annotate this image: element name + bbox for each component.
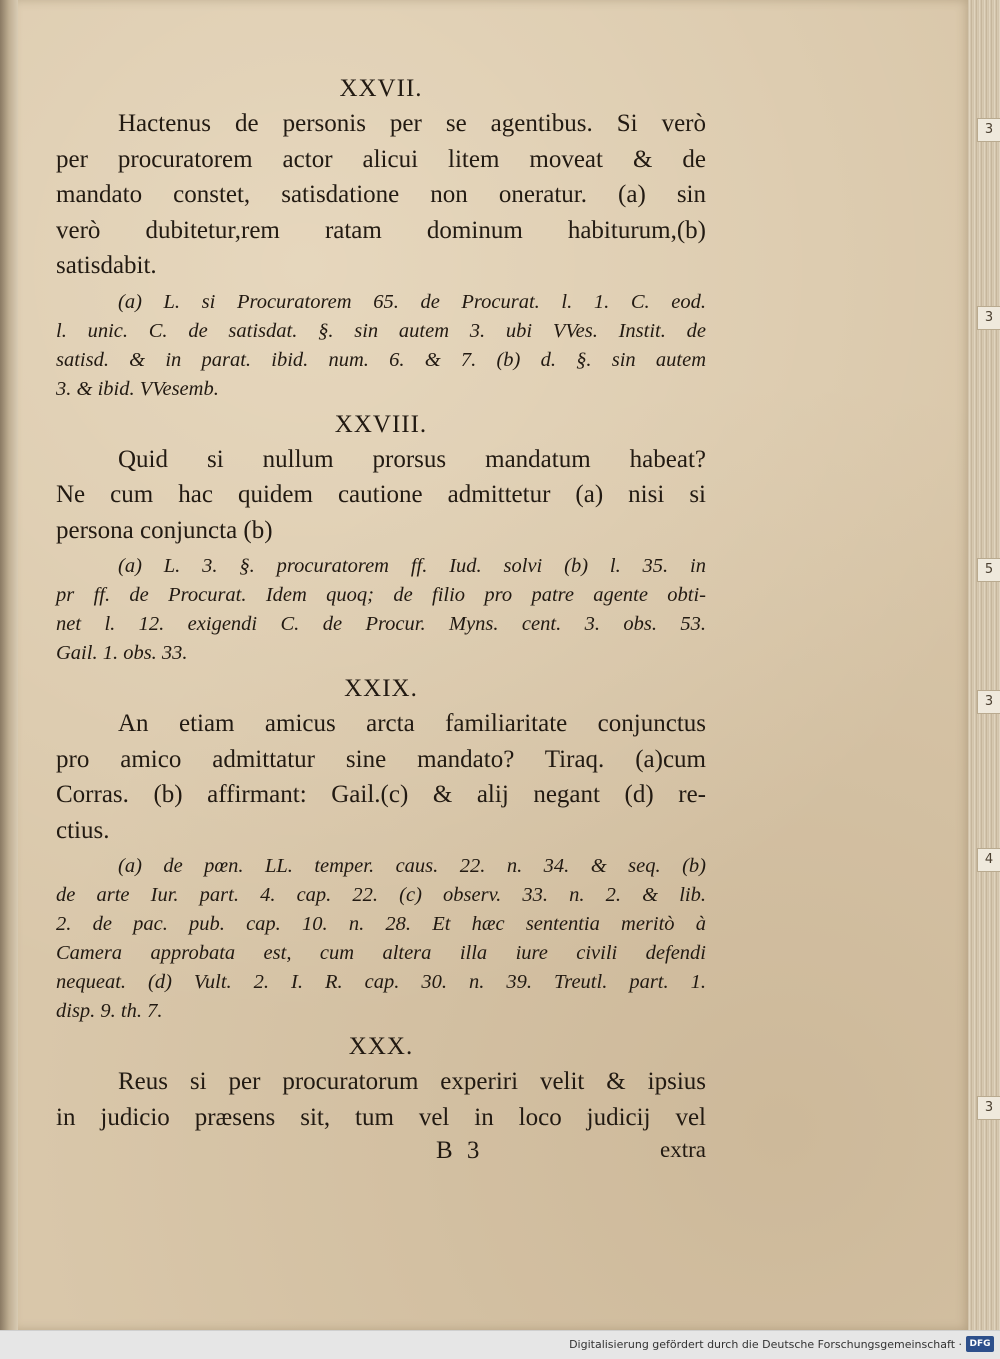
signature-mark: B 3 (436, 1137, 484, 1164)
note-line: (a) L. si Procuratorem 65. de Procurat. l. 1. C. eod. (118, 290, 706, 313)
section-heading: XXVII. (339, 75, 423, 102)
footnote (56, 288, 706, 404)
section-text (56, 706, 706, 848)
section-heading: XXX. (348, 1033, 414, 1060)
note-line: 3. & ibid. VVesemb. (56, 377, 219, 400)
book-gutter (0, 0, 18, 1330)
note-line: satisd. & in parat. ibid. num. 6. & 7. (b) d. §. sin autem (56, 348, 706, 371)
note-line: (a) L. 3. §. procuratorem ff. Iud. solvi (b) l. 35. in (118, 555, 706, 577)
note-line: l. unic. C. de satisdat. §. sin autem 3. ubi VVes. Instit. de (56, 319, 706, 342)
note-line: disp. 9. th. 7. (56, 1000, 163, 1022)
text-line: in judicio præsens sit, tum vel in loco judicij vel (56, 1103, 706, 1131)
note-line: Camera approbata est, cum altera illa iure civili defendi (56, 942, 706, 964)
text-line: verò dubitetur,rem ratam dominum habiturum,(b) (56, 216, 706, 244)
note-line: pr ff. de Procurat. Idem quoq; de filio pro patre agente obti- (56, 584, 706, 606)
note-line: (a) de pœn. LL. temper. caus. 22. n. 34. & seq. (b) (118, 855, 706, 877)
note-line: nequeat. (d) Vult. 2. I. R. cap. 30. n. 39. Treutl. part. 1. (56, 971, 706, 993)
note-line: 2. de pac. pub. cap. 10. n. 28. Et hæc sententia meritò à (56, 913, 706, 935)
section-heading: XXIX. (344, 675, 418, 702)
page-text (56, 72, 706, 1169)
section-text (56, 1064, 706, 1135)
text-line: ctius. (56, 816, 110, 844)
funding-credit: Digitalisierung gefördert durch die Deutsche Forschungsgemeinschaft · (569, 1338, 962, 1351)
fore-edge-tab: 3 (977, 306, 1000, 330)
text-line: Reus si per procuratorum experiri velit & ipsius (118, 1068, 706, 1095)
fore-edge-tab: 4 (977, 848, 1000, 872)
fore-edge-tab: 5 (977, 558, 1000, 582)
section-text (56, 442, 706, 549)
book-page (18, 0, 972, 1330)
text-line: persona conjuncta (b) (56, 516, 273, 544)
section-text (56, 106, 706, 284)
fore-edge-tab: 3 (977, 118, 1000, 142)
fore-edge (968, 0, 1000, 1330)
note-line: Gail. 1. obs. 33. (56, 642, 188, 664)
text-line: Ne cum hac quidem cautione admittetur (a) nisi si (56, 481, 706, 508)
text-line: Quid si nullum prorsus mandatum habeat? (118, 445, 706, 473)
section-heading: XXVIII. (334, 410, 428, 438)
footnote (56, 552, 706, 668)
note-line: net l. 12. exigendi C. de Procur. Myns. cent. 3. obs. 53. (56, 613, 706, 635)
text-line: satisdabit. (56, 252, 157, 279)
fore-edge-tab: 3 (977, 1096, 1000, 1120)
text-line: pro amico admittatur sine mandato? Tiraq. (a)cum (56, 745, 706, 773)
catchword: extra (660, 1137, 706, 1162)
fore-edge-tab: 3 (977, 690, 1000, 714)
text-line: per procuratorem actor alicui litem moveat & de (56, 145, 706, 173)
page-foot (56, 1135, 706, 1169)
text-line: Corras. (b) affirmant: Gail.(c) & alij negant (d) re- (56, 781, 706, 808)
note-line: de arte Iur. part. 4. cap. 22. (c) observ. 33. n. 2. & lib. (56, 884, 706, 906)
text-line: mandato constet, satisdatione non oneratur. (a) sin (56, 181, 706, 208)
text-line: An etiam amicus arcta familiaritate conjunctus (118, 710, 706, 737)
text-line: Hactenus de personis per se agentibus. Si verò (118, 110, 706, 137)
dfg-logo: DFG (966, 1336, 994, 1352)
footnote (56, 852, 706, 1026)
credit-bar (0, 1330, 1000, 1359)
